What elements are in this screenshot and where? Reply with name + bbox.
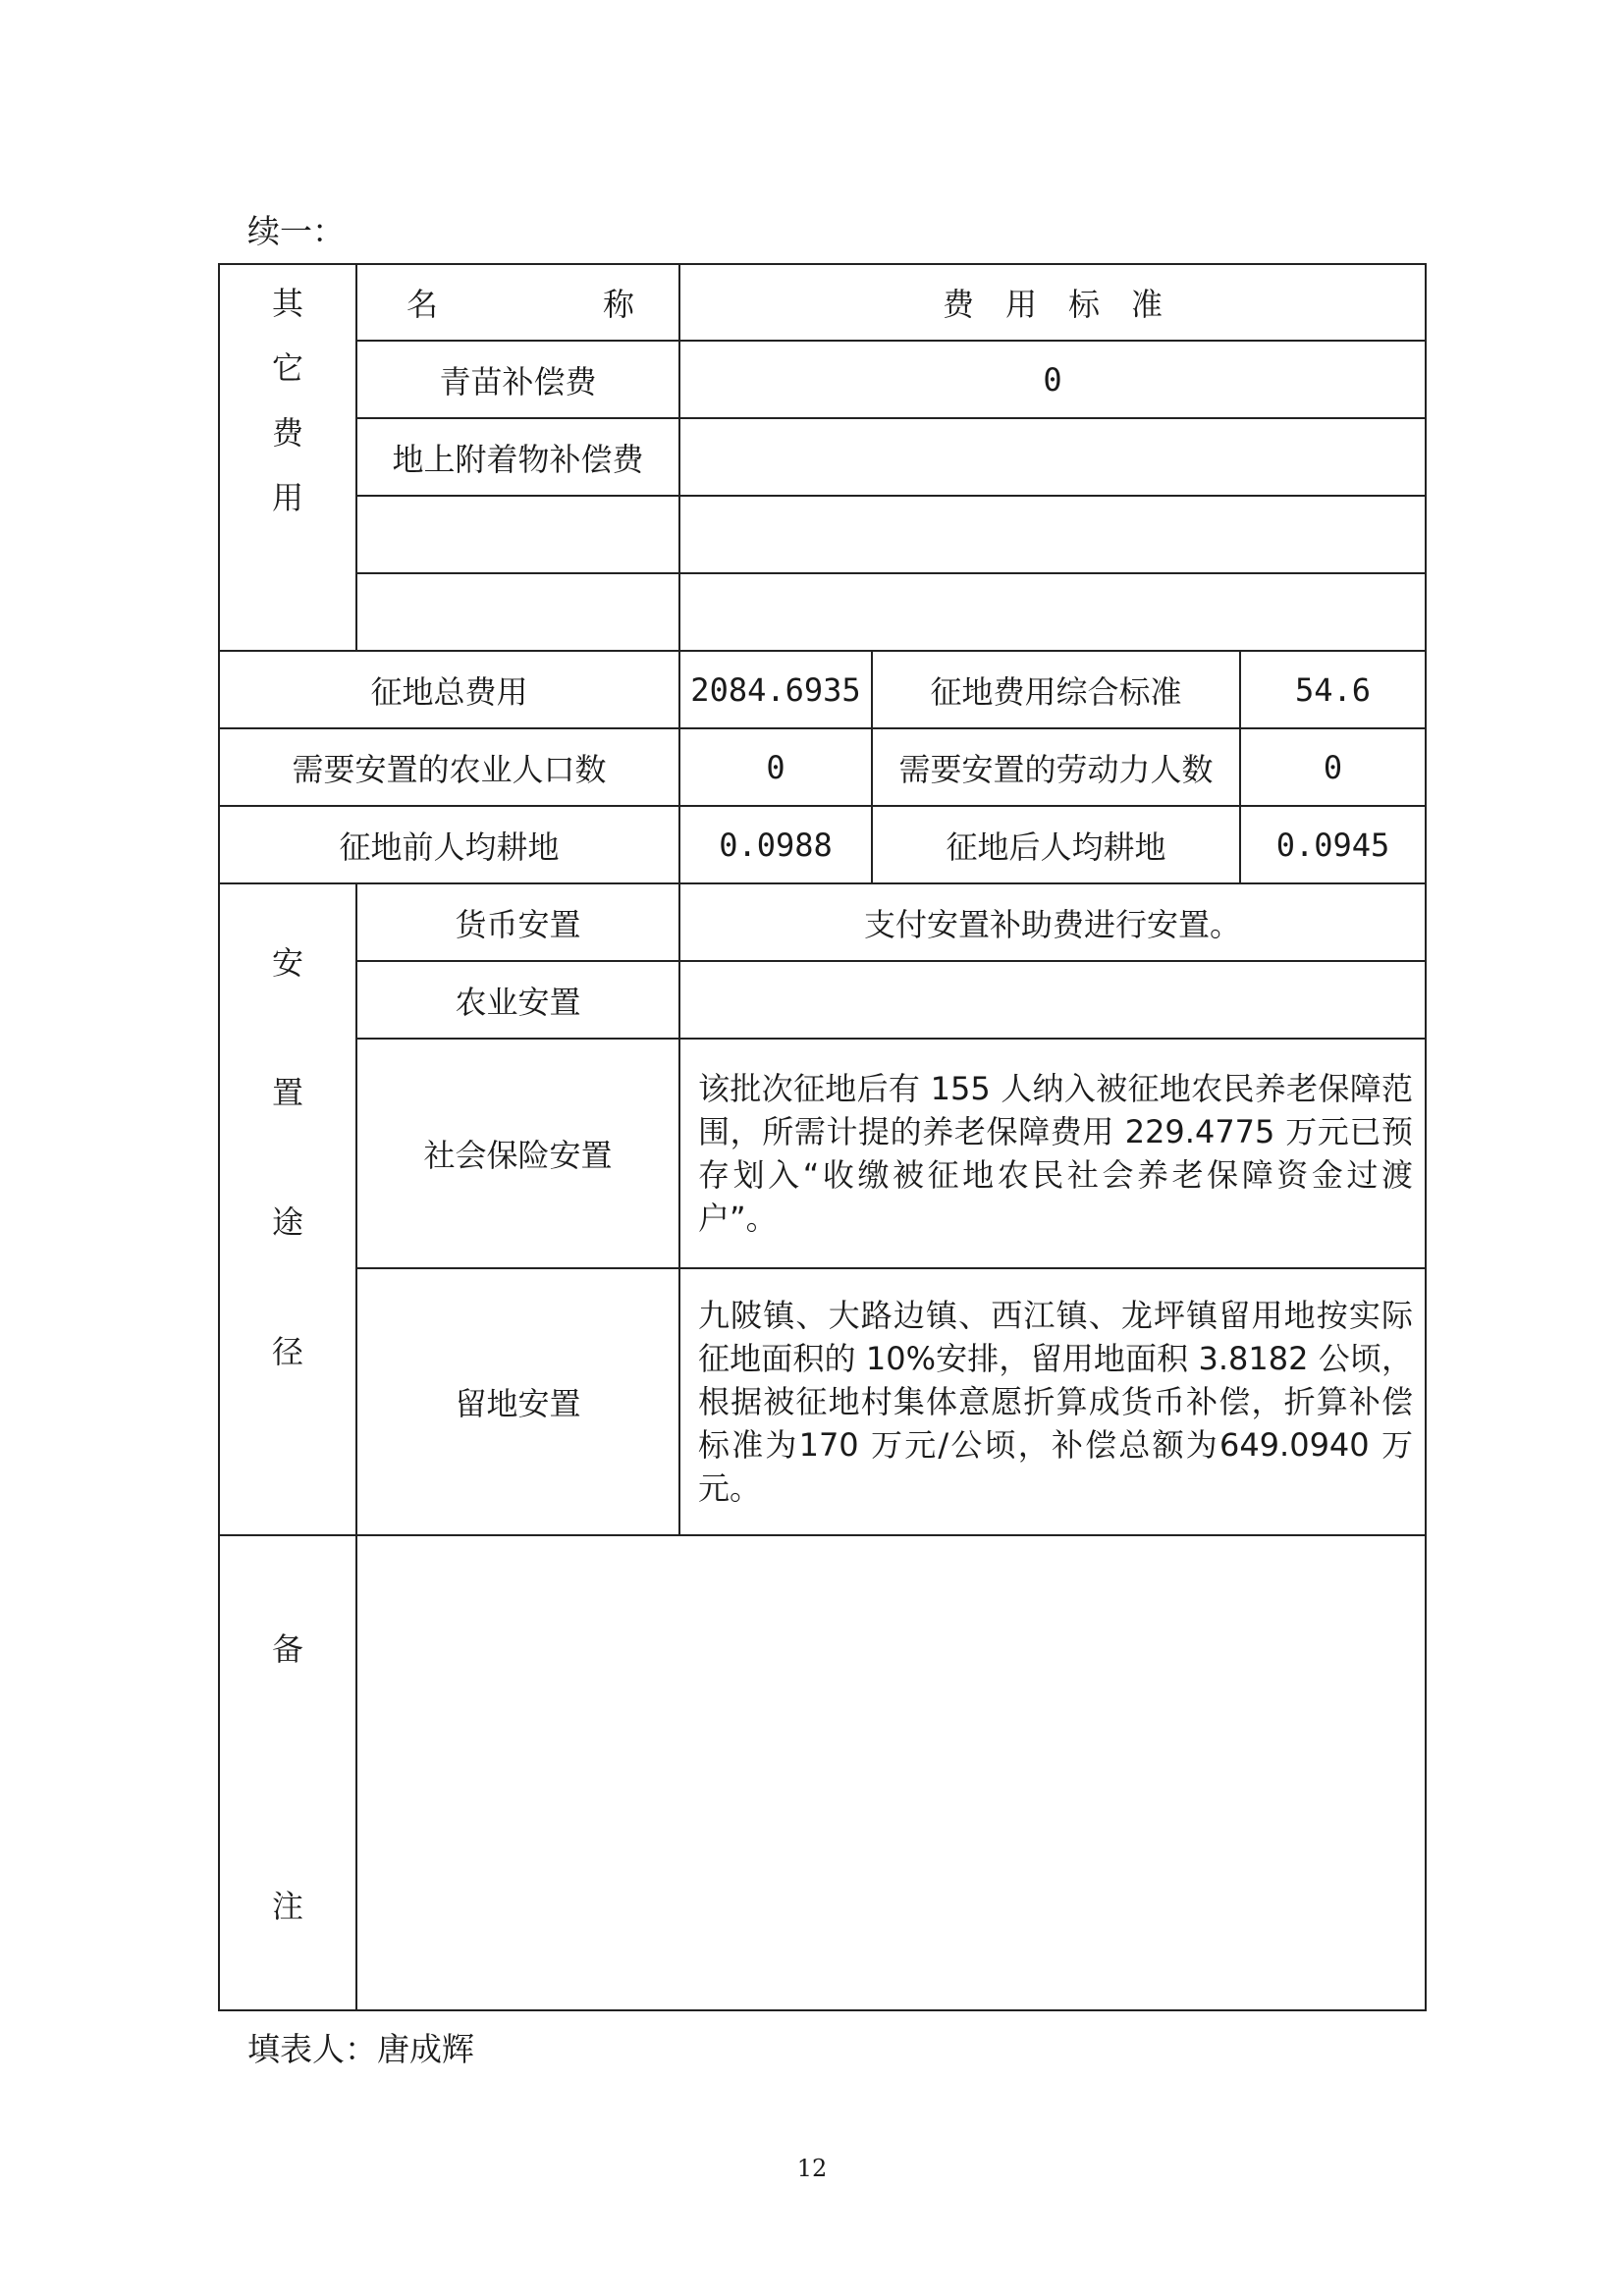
- continuation-heading: 续一：: [247, 212, 345, 250]
- column-header-fee-standard: 费 用 标 准: [679, 264, 1426, 341]
- form-filler: 填表人：唐成辉: [247, 2030, 474, 2068]
- fee-value-cell: [679, 573, 1426, 651]
- farmland-after-value: 0.0945: [1240, 806, 1426, 883]
- farmland-before-value: 0.0988: [679, 806, 872, 883]
- composite-standard-value: 54.6: [1240, 651, 1426, 728]
- social-insurance-text: 该批次征地后有 155 人纳入被征地农民养老保障范围，所需计提的养老保障费用 229.4775 万元已预存划入“收缴被征地农民社会养老保障资金过渡户”。: [698, 1070, 1414, 1237]
- resettlement-name-cell: 农业安置: [356, 961, 679, 1039]
- resettlement-value-cell: [679, 961, 1426, 1039]
- fee-value-cell: [679, 418, 1426, 496]
- fee-value-cell: [679, 496, 1426, 573]
- resettlement-value-cell: [679, 1268, 1426, 1535]
- resettlement-value-cell: [679, 1039, 1426, 1268]
- remarks-content: [356, 1535, 1426, 2010]
- total-fee-label: 征地总费用: [219, 651, 679, 728]
- agri-population-value: 0: [679, 728, 872, 806]
- column-header-name: 名 称: [356, 264, 679, 341]
- fee-name-cell: [356, 573, 679, 651]
- reserved-land-text: 九陂镇、大路边镇、西江镇、龙坪镇留用地按实际征地面积的 10%安排，留用地面积 3.8182 公顷，根据被征地村集体意愿折算成货币补偿，折算补偿标准为170 万元/公顷，补偿总额为649.0940 万元。: [698, 1297, 1414, 1507]
- farmland-after-label: 征地后人均耕地: [872, 806, 1240, 883]
- labor-count-value: 0: [1240, 728, 1426, 806]
- agri-population-label: 需要安置的农业人口数: [219, 728, 679, 806]
- fee-name-cell: 青苗补偿费: [356, 341, 679, 418]
- other-fees-label: 其 它 费 用: [219, 264, 356, 651]
- resettlement-name-cell: 社会保险安置: [356, 1039, 679, 1268]
- page-number: 12: [796, 2155, 828, 2182]
- resettlement-value-cell: 支付安置补助费进行安置。: [679, 883, 1426, 961]
- labor-count-label: 需要安置的劳动力人数: [872, 728, 1240, 806]
- resettlement-name-cell: 留地安置: [356, 1268, 679, 1535]
- land-acquisition-form-table: [218, 263, 1427, 2011]
- fee-name-cell: 地上附着物补偿费: [356, 418, 679, 496]
- fee-name-cell: [356, 496, 679, 573]
- resettlement-label: 安 置 途 径: [219, 883, 356, 1535]
- farmland-before-label: 征地前人均耕地: [219, 806, 679, 883]
- remarks-label: 备 注: [219, 1535, 356, 2010]
- fee-value-cell: 0: [679, 341, 1426, 418]
- resettlement-name-cell: 货币安置: [356, 883, 679, 961]
- composite-standard-label: 征地费用综合标准: [872, 651, 1240, 728]
- total-fee-value: 2084.6935: [679, 651, 872, 728]
